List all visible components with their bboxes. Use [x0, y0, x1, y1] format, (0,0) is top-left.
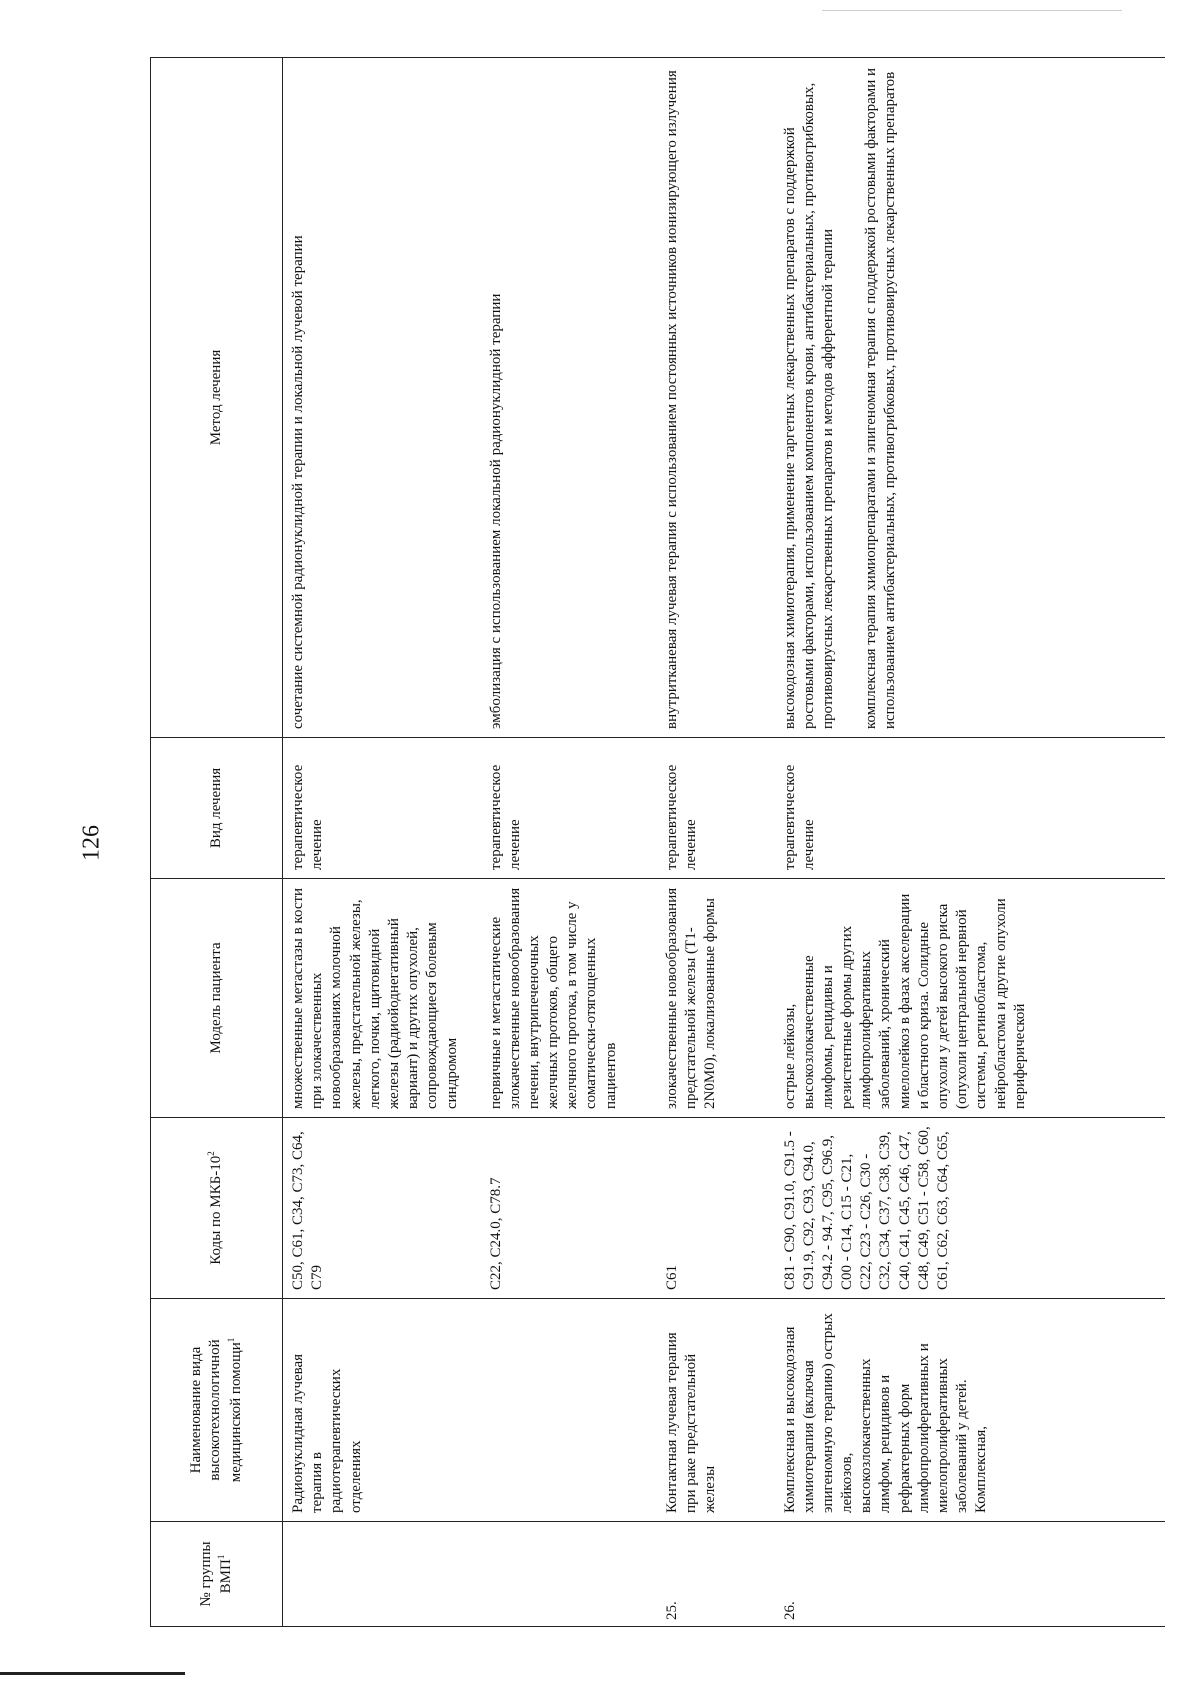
footnote-rule	[0, 1672, 185, 1675]
table-row	[657, 58, 775, 1627]
top-corner-rule	[822, 10, 1122, 11]
header-icd-codes: Коды по МКБ-$10^2$	[151, 1118, 283, 1299]
page-number: 126	[78, 825, 105, 861]
cell-treatment-type: терапевтическое лечение	[657, 738, 775, 879]
cell-treatment-type: терапевтическое лечение	[775, 738, 1166, 879]
header-group-number: № группы ВМП$^1$	[151, 1522, 283, 1627]
cell-icd-codes: C81 - C90, C91.0, C91.5 - C91.9, C92, C93, C94.0, C94.2 - 94.7, C95, C96.9, C00 - C14, C15 - C21, C22, C23 - C26, C30 - C32, C34, C37, C38, C39, C40, C41, C45, C46, C47, C48, C49, C51 - C58, C60, C61, C62, C63, C64, C65,	[775, 1118, 1166, 1299]
cell-icd-codes: C22, C24.0, C78.7	[481, 1118, 657, 1299]
cell-group-number: 26.	[775, 1522, 1166, 1627]
table-row	[481, 58, 657, 1627]
cell-treatment-type: терапевтическое лечение	[481, 738, 657, 879]
header-treatment-method: Метод лечения	[151, 58, 283, 738]
cell-treatment-method: сочетание системной радионуклидной терапии и локальной лучевой терапии	[283, 58, 481, 738]
cell-vmp-name: Комплексная и высокодозная химиотерапия (включая эпигеномную терапию) острых лейкозов, высокозлокачественных лимфом, рецидивов и рефрактерных форм лимфопролиферативных и миелопролиферативных заболеваний у детей. Комплексная,	[775, 1299, 1166, 1522]
cell-icd-codes: C61	[657, 1118, 775, 1299]
table-header-row	[151, 58, 283, 1627]
cell-group-number	[283, 1522, 481, 1627]
cell-treatment-type: терапевтическое лечение	[283, 738, 481, 879]
cell-vmp-name: Радионуклидная лучевая терапия в радиотерапевтических отделениях	[283, 1299, 481, 1522]
cell-treatment-method: внутритканевая лучевая терапия с использованием постоянных источников ионизирующего излучения	[657, 58, 775, 738]
cell-group-number: 25.	[657, 1522, 775, 1627]
cell-vmp-name	[481, 1299, 657, 1522]
header-vmp-name: Наименование вида высокотехнологичной медицинской помощи$^1$	[151, 1299, 283, 1522]
cell-patient-model: злокачественные новообразования предстательной железы (T1-2N0M0), локализованные формы	[657, 879, 775, 1118]
header-patient-model: Модель пациента	[151, 879, 283, 1118]
cell-group-number	[481, 1522, 657, 1627]
cell-icd-codes: C50, C61, C34, C73, C64, C79	[283, 1118, 481, 1299]
cell-patient-model: множественные метастазы в кости при злокачественных новообразованиях молочной железы, предстательной железы, легкого, почки, щитовидной железы (радиойоднегативный вариант) и других опухолей, сопровождающиеся болевым синдромом	[283, 879, 481, 1118]
cell-patient-model: первичные и метастатические злокачественные новообразования печени, внутрипеченочных желчных протоков, общего желчного протока, в том числе у соматически-отягощенных пациентов	[481, 879, 657, 1118]
cell-treatment-method: высокодозная химиотерапия, применение таргетных лекарственных препаратов с поддержкой ростовыми факторами, использованием компонентов крови, антибактериальных, противогрибковых, противовирусных лекарственных препаратов и методов афферентной терапии комплексная терапия химиопрепаратами и эпигеномная терапия с поддержкой ростовыми факторами и использованием антибактериальных, противогрибковых, противовирусных лекарственных препаратов	[775, 58, 1166, 738]
cell-vmp-name: Контактная лучевая терапия при раке предстательной железы	[657, 1299, 775, 1522]
table-row	[775, 58, 1166, 1627]
cell-patient-model: острые лейкозы, высокозлокачественные лимфомы, рецидивы и резистентные формы других лимфопролиферативных заболеваний, хронический миелолейкоз в фазах акселерации и бластного криза. Солидные опухоли у детей высокого риска (опухоли центральной нервной системы, ретинобластома, нейробластома и другие опухоли периферической	[775, 879, 1166, 1118]
header-treatment-type: Вид лечения	[151, 738, 283, 879]
rotated-table-sheet	[150, 57, 1165, 1627]
cell-treatment-method: эмболизация с использованием локальной радионуклидной терапии	[481, 58, 657, 738]
treatment-table	[150, 57, 1165, 1627]
table-row	[283, 58, 481, 1627]
